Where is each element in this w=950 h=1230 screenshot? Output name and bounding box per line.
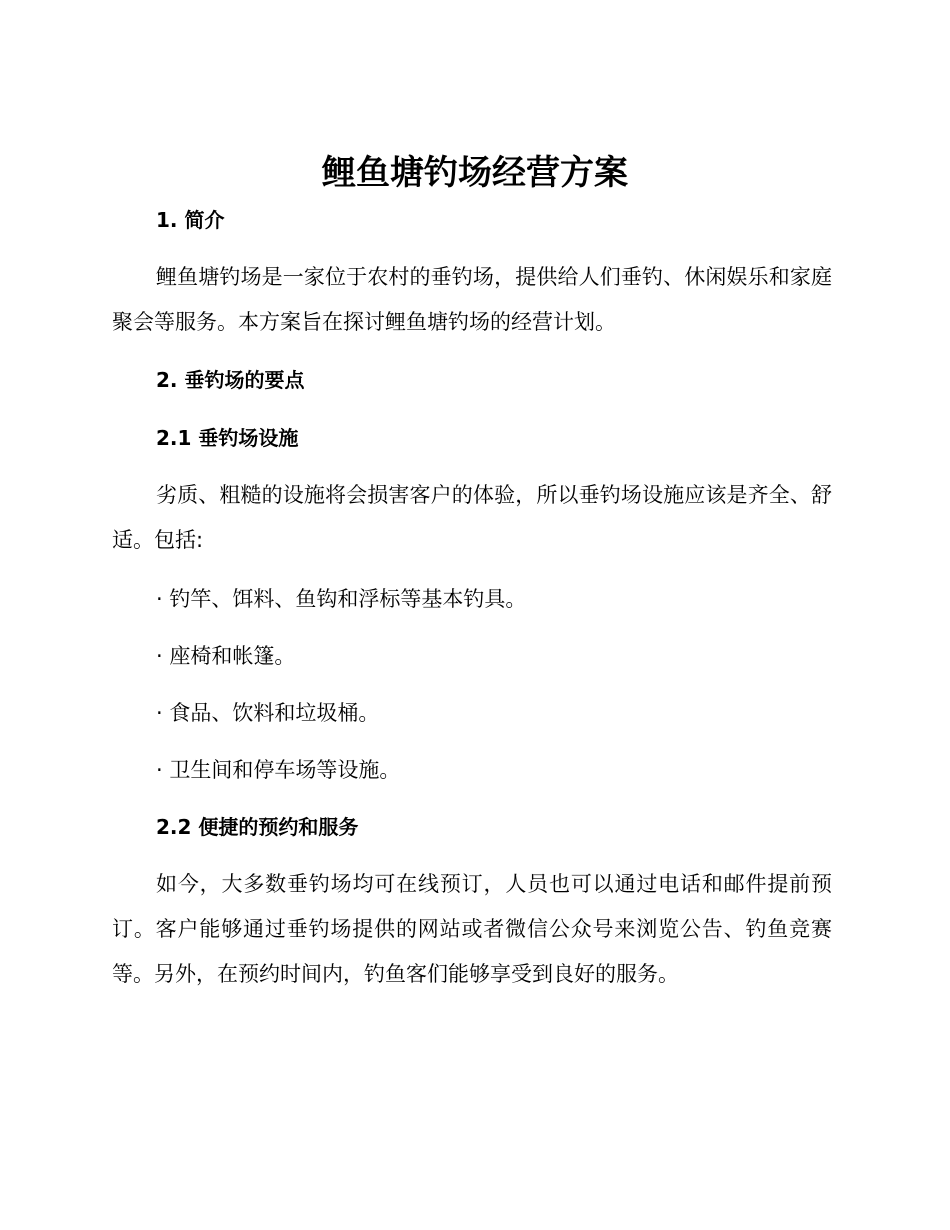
document-title: 鲤鱼塘钓场经营方案 <box>322 153 628 193</box>
list-item: · 食品、饮料和垃圾桶。 <box>156 701 380 725</box>
section-heading-facilities: 2.1 垂钓场设施 <box>156 426 299 450</box>
paragraph-facilities: 劣质、粗糙的设施将会损害客户的体验，所以垂钓场设施应该是齐全、舒适。包括: <box>112 483 832 552</box>
list-item: · 卫生间和停车场等设施。 <box>156 758 401 782</box>
section-heading-key-points: 2. 垂钓场的要点 <box>156 368 305 392</box>
section-heading-booking: 2.2 便捷的预约和服务 <box>156 815 359 839</box>
list-item: · 座椅和帐篷。 <box>156 644 296 668</box>
paragraph-intro: 鲤鱼塘钓场是一家位于农村的垂钓场，提供给人们垂钓、休闲娱乐和家庭聚会等服务。本方案旨在探讨鲤鱼塘钓场的经营计划。 <box>112 265 832 334</box>
list-item: · 钓竿、饵料、鱼钩和浮标等基本钓具。 <box>156 587 527 611</box>
paragraph-booking: 如今，大多数垂钓场均可在线预订，人员也可以通过电话和邮件提前预订。客户能够通过垂钓场提供的网站或者微信公众号来浏览公告、钓鱼竞赛等。另外，在预约时间内，钓鱼客们能够享受到良好的服务。 <box>112 872 832 986</box>
section-heading-intro: 1. 简介 <box>156 208 225 232</box>
